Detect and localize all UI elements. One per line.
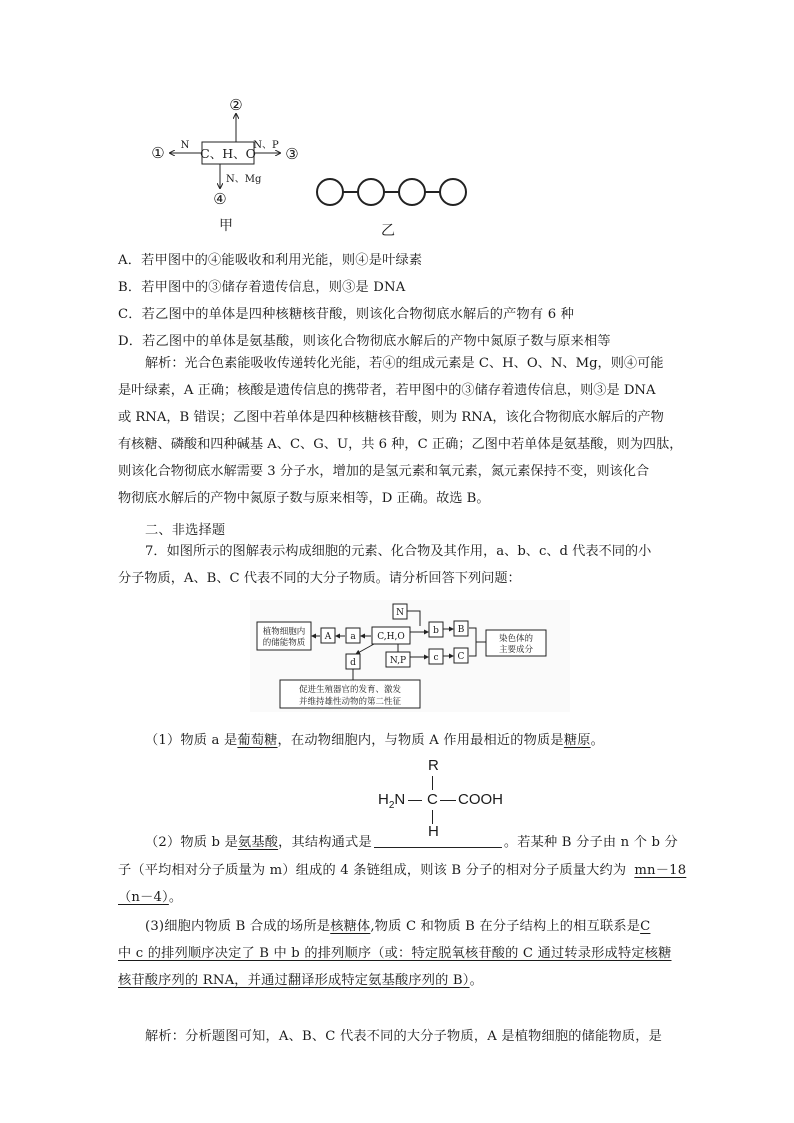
jia-num-1: ① <box>151 144 165 162</box>
answer-2-formula-blank <box>374 833 502 848</box>
label-c: c <box>433 653 439 663</box>
label-A: A <box>324 632 332 642</box>
answer-1-prefix: （1）物质 a 是 <box>145 733 238 748</box>
answer-3-mid: ,物质 C 和物质 B 在分子结构上的相互联系是 <box>370 919 641 934</box>
formula-H2N-sub: 2 <box>388 800 395 811</box>
answer-2-line-1 <box>145 831 678 850</box>
jia-caption: 甲 <box>219 218 233 234</box>
answer-2-prefix: （2）物质 b 是 <box>145 835 238 850</box>
analysis-2: 解析：分析题图可知，A、B、C 代表不同的大分子物质，A 是植物细胞的储能物质，是 <box>145 1029 662 1044</box>
question-7-line-2: 分子物质，A、B、C 代表不同的大分子物质。请分析回答下列问题： <box>118 571 521 586</box>
option-a: A．若甲图中的④能吸收和利用光能，则④是叶绿素 <box>118 253 423 268</box>
option-c: C．若乙图中的单体是四种核糖核苷酸，则该化合物彻底水解后的产物有 6 种 <box>118 307 575 322</box>
analysis-1-line-2: 是叶绿素，A 正确；核酸是遗传信息的携带者，若甲图中的③储存着遗传信息，则③是 DNA <box>118 383 656 398</box>
answer-2-line-2 <box>118 859 686 878</box>
answer-2-blank-1: 氨基酸 <box>237 835 279 850</box>
label-d: d <box>350 658 356 668</box>
question-7-line-1: 7．如图所示的图解表示构成细胞的元素、化合物及其作用，a、b、c、d 代表不同的小 <box>145 544 652 559</box>
label-NP: N,P <box>389 656 407 666</box>
label-a: a <box>350 632 356 642</box>
amino-acid-formula <box>378 757 518 842</box>
jia-num-3: ③ <box>285 145 299 163</box>
formula-H: H <box>428 823 439 840</box>
yi-caption: 乙 <box>381 223 395 239</box>
jia-left-label: N <box>180 140 190 151</box>
label-N: N <box>396 608 404 618</box>
yi-monomer-3 <box>399 179 425 205</box>
question-7 <box>118 538 678 592</box>
formula-bond-top <box>432 776 433 790</box>
answer-1-blank-2: 糖原 <box>563 733 591 748</box>
answer-1-end: 。 <box>590 733 604 748</box>
formula-R: R <box>428 757 439 774</box>
option-b: B．若甲图中的③储存着遗传信息，则③是 DNA <box>118 280 406 295</box>
formula-bond-right <box>440 800 456 801</box>
formula-bond-left <box>408 800 422 801</box>
yi-monomer-1 <box>317 179 343 205</box>
answer-2-blank-2b: （n－4） <box>118 890 169 905</box>
formula-COOH: COOH <box>458 791 503 808</box>
answer-1-blank-1: 葡萄糖 <box>237 733 278 748</box>
analysis-1-line-1: 解析：光合色素能吸收传递转化光能，若④的组成元素是 C、H、O、N、Mg，则④可能 <box>145 356 664 371</box>
analysis-1-line-6: 物彻底水解后的产物中氮原子数与原来相等，D 正确。故选 B。 <box>118 491 490 506</box>
analysis-1-line-3: 或 RNA，B 错误；乙图中若单体是四种核糖核苷酸，则为 RNA，该化合物彻底水解后的产物 <box>118 410 664 425</box>
yi-monomer-2 <box>358 179 384 205</box>
answer-2-line-3 <box>118 886 182 905</box>
answer-2-line-2-prefix: 子（平均相对分子质量为 m）组成的 4 条链组成，则该 B 分子的相对分子质量大约为 <box>118 863 627 878</box>
formula-H2N-h: H <box>378 791 389 808</box>
plant-storage-line-2: 的储能物质 <box>262 638 306 648</box>
formula-H2N <box>378 791 405 811</box>
answer-2-blank-2a: mn－18 <box>634 863 687 878</box>
answer-3-blank-2-start: C <box>640 919 651 934</box>
answer-2-end: 。若某种 B 分子由 n 个 b 分 <box>503 835 678 850</box>
chromosome-line-1: 染色体的 <box>498 634 534 644</box>
label-C: C <box>457 652 465 662</box>
answer-3-blank-1: 核糖体 <box>330 919 371 934</box>
answer-3-line-1 <box>145 915 650 934</box>
answer-3-line-2 <box>118 942 672 961</box>
answer-2-line-3-end: 。 <box>168 890 183 905</box>
jia-down-label: N、Mg <box>226 174 262 185</box>
formula-C: C <box>427 791 438 808</box>
jia-right-label: N、P <box>253 140 279 151</box>
answer-3-end: 。 <box>469 973 483 988</box>
plant-storage-line-1: 植物细胞内 <box>262 627 306 637</box>
label-B: B <box>457 625 465 635</box>
answer-1 <box>145 729 604 748</box>
q7-diagram <box>250 600 570 712</box>
yi-monomer-4 <box>440 179 466 205</box>
section-heading: 二、非选择题 <box>145 523 226 538</box>
figure-jia <box>140 92 320 242</box>
jia-num-4: ④ <box>213 190 227 208</box>
option-d: D．若乙图中的单体是氨基酸，则该化合物彻底水解后的产物中氮原子数与原来相等 <box>118 334 611 349</box>
formula-bond-bottom <box>432 810 433 824</box>
jia-num-2: ② <box>229 96 243 114</box>
answer-1-mid: ，在动物细胞内，与物质 A 作用最相近的物质是 <box>277 733 564 748</box>
sex-hormone-line-1: 促进生殖器官的发育、激发 <box>298 685 402 695</box>
formula-H2N-n: N <box>394 791 406 808</box>
analysis-1-line-5: 则该化合物彻底水解需要 3 分子水，增加的是氢元素和氧元素，氮元素保持不变，则该化合 <box>118 464 650 479</box>
label-b: b <box>433 626 439 636</box>
answer-3-prefix: (3)细胞内物质 B 合成的场所是 <box>145 919 331 934</box>
answer-3-line-3 <box>118 969 483 988</box>
jia-center-label: C、H、O <box>200 146 256 161</box>
figure-yi <box>310 172 480 242</box>
answer-3-blank-2-middle: 中 c 的排列顺序决定了 B 中 b 的排列顺序（或：特定脱氧核苷酸的 C 通过转录形成特定核糖 <box>118 946 672 961</box>
answer-3-blank-2-end: 核苷酸序列的 RNA，并通过翻译形成特定氨基酸序列的 B） <box>118 973 470 988</box>
analysis-1 <box>118 350 683 512</box>
chromosome-line-2: 主要成分 <box>498 645 534 655</box>
sex-hormone-line-2: 并维持雄性动物的第二性征 <box>298 697 402 707</box>
label-cho: C,H,O <box>377 632 405 642</box>
answer-2-mid: ，其结构通式是 <box>278 835 372 850</box>
analysis-1-line-4: 有核糖、磷酸和四种碱基 A、C、G、U，共 6 种，C 正确；乙图中若单体是氨基酸，则为四肽， <box>118 437 683 452</box>
